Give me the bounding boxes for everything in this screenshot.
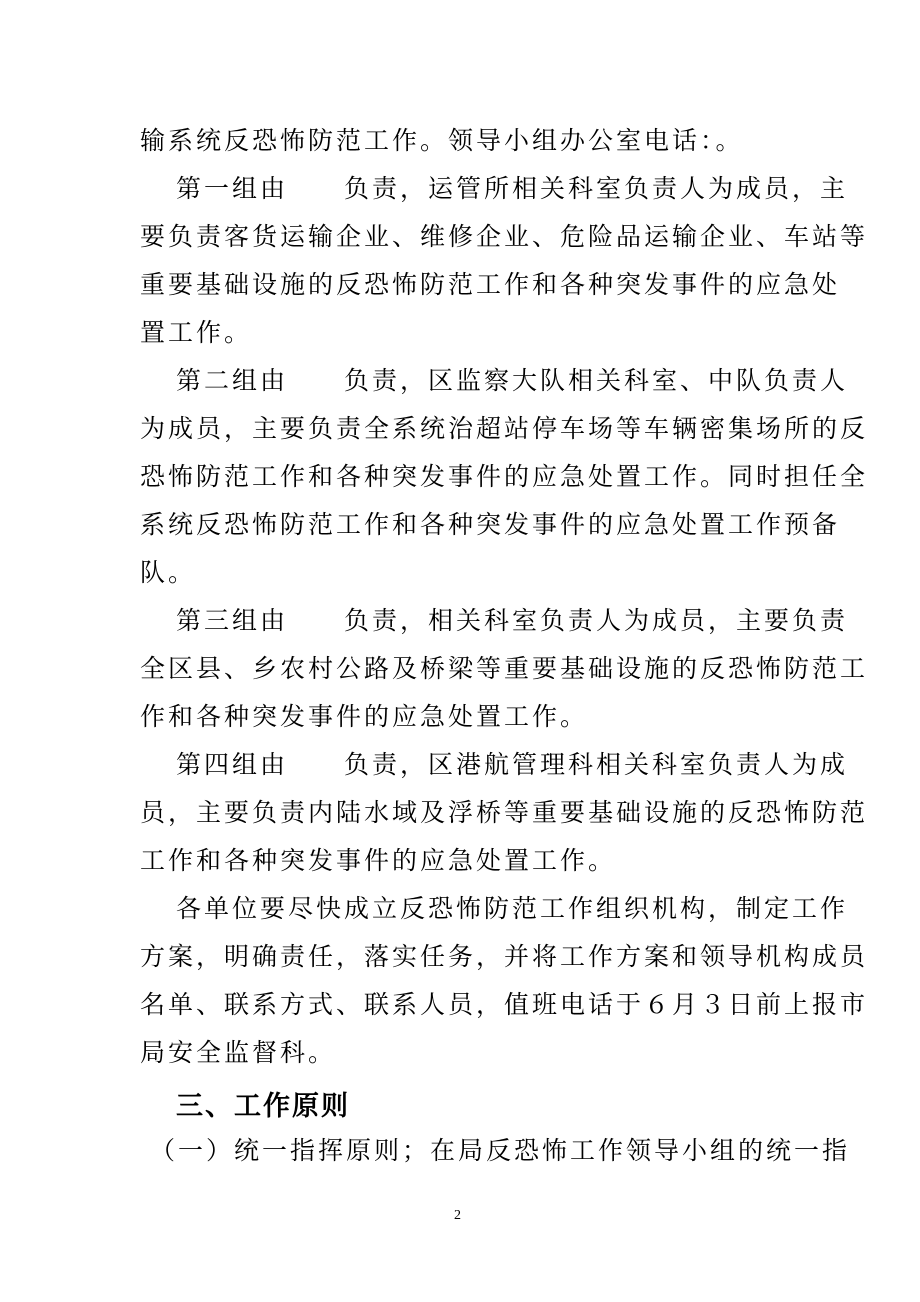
section-heading: 三、工作原则 (176, 1091, 350, 1122)
group-text: 负责，运管所相关科室负责人为成员，主 (344, 174, 849, 203)
paragraph-line: 系统反恐怖防范工作和各种突发事件的应急处置工作预备 (140, 510, 841, 539)
paragraph-line: （一）统一指挥原则；在局反恐怖工作领导小组的统一指 (150, 1136, 851, 1165)
paragraph-line: 队。 (140, 558, 197, 587)
paragraph-line: 方案，明确责任，落实任务，并将工作方案和领导机构成员 (140, 942, 869, 971)
paragraph-line-group1 (176, 172, 848, 206)
group-label: 第一组由 (176, 174, 289, 203)
paragraph-line: 各单位要尽快成立反恐怖防范工作组织机构，制定工作 (176, 894, 849, 923)
paragraph-line-group2 (176, 364, 848, 398)
paragraph-line: 作和各种突发事件的应急处置工作。 (140, 702, 589, 731)
group-text: 负责，区监察大队相关科室、中队负责人 (344, 366, 849, 395)
paragraph-line: 恐怖防范工作和各种突发事件的应急处置工作。同时担任全 (140, 462, 869, 491)
paragraph-line-group4 (176, 748, 848, 782)
page-number: 2 (454, 1208, 461, 1223)
paragraph-line: 全区县、乡农村公路及桥梁等重要基础设施的反恐怖防范工 (140, 654, 869, 683)
paragraph-line: 名单、联系方式、联系人员，值班电话于６月３日前上报市 (140, 990, 869, 1019)
group-text: 负责，区港航管理科相关科室负责人为成 (344, 750, 849, 779)
group-text: 负责，相关科室负责人为成员，主要负责 (344, 606, 849, 635)
paragraph-line: 输系统反恐怖防范工作。领导小组办公室电话：。 (140, 126, 744, 155)
paragraph-line: 为成员，主要负责全系统治超站停车场等车辆密集场所的反 (140, 414, 869, 443)
paragraph-line: 要负责客货运输企业、维修企业、危险品运输企业、车站等 (140, 222, 869, 251)
paragraph-line: 工作和各种突发事件的应急处置工作。 (140, 846, 617, 875)
group-label: 第四组由 (176, 750, 289, 779)
paragraph-line: 重要基础设施的反恐怖防范工作和各种突发事件的应急处 (140, 270, 841, 299)
paragraph-line: 置工作。 (140, 318, 253, 347)
paragraph-line: 局安全监督科。 (140, 1038, 337, 1067)
paragraph-line-group3 (176, 604, 848, 638)
paragraph-line: 员，主要负责内陆水域及浮桥等重要基础设施的反恐怖防范 (140, 798, 869, 827)
group-label: 第二组由 (176, 366, 289, 395)
group-label: 第三组由 (176, 606, 289, 635)
